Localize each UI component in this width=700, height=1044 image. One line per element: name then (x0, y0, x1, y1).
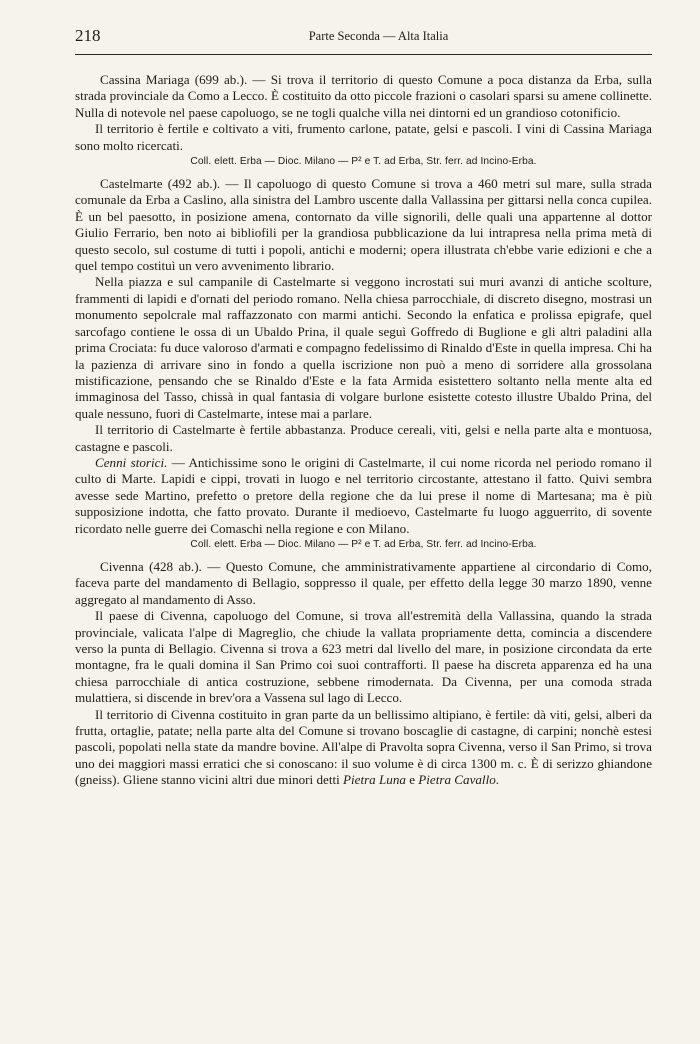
paragraph: Il paese di Civenna, capoluogo del Comune, si trova all'estremità della Vallassina, quando la strada provinciale, valicata l'alpe di Magreglio, che chiude la vallata propriamente detta, comincia a discendere verso la punta di Bellagio. Civenna si trova a 623 metri dal livello del mare, in posizione circondata da erte montagne, fra le quali domina il San Primo coi suoi contrafforti. Il paese ha discreta apparenza ed ha una chiesa parrocchiale di antica costruzione, sebbene rimodernata. Da Civenna, per una comoda strada mulattiera, si discende in brev'ora a Vassena sul lago di Lecco. (75, 608, 652, 706)
entry-title: Castelmarte (100, 176, 163, 192)
running-title: Parte Seconda — Alta Italia (308, 29, 449, 43)
paragraph-text: Il territorio di Civenna costituito in gran parte da un bellissimo altipiano, è fertile: dà viti, gelsi, alberi da frutta, ortaglie, patate; nella parte alta del Comune si trovano boscaglie di castagne, di carpini; nonchè estesi pascoli, popolati nella state da mandre bovine. All'alpe di Pravolta sopra Civenna, verso il San Primo, si trova uno dei maggiori massi erratici che si conoscano: il suo volume è di circa 1300 m. c. È di serizzo ghiandone (gneiss). Gliene stanno vicini altri due minori detti (75, 706, 652, 788)
paragraph-historical-notes (75, 455, 652, 537)
entry-cassina-mariaga (75, 72, 652, 121)
place-name: Pietra Cavallo (418, 772, 496, 788)
paragraph: Nella piazza e sul campanile di Castelmarte si veggono incrostati sui muri avanzi di antiche scolture, frammenti di lapidi e d'ornati del periodo romano. Nella chiesa parrocchiale, di discreto disegno, mostrasi un monumento sepolcrale mal raffazzonato con marmi antichi. Secondo la enfatica e prolissa epigrafe, quel sarcofago contiene le ossa di un Ubaldo Prina, il quale seguì Goffredo di Buglione e gli altri paladini alla prima Crociata: fu duce valoroso d'armati e compagno fedelissimo di Rinaldo d'Este in quella impresa. Chi ha la pazienza di arrivare sino in fondo a quella iscrizione non può a meno di sorridere alla grossolana mistificazione, pensando che se Rinaldo d'Este e la fata Armida esistettero soltanto nella mente alta ed immaginosa del Tasso, chissà in qual fantasia di volgare burlone esistette cotesto illustre Ubaldo Prina, del quale nessuno, fuori di Castelmarte, intese mai a parlare. (75, 274, 652, 421)
paragraph: Il territorio è fertile e coltivato a viti, frumento carlone, patate, gelsi e pascoli. I vini di Cassina Mariaga sono molto ricercati. (75, 121, 652, 153)
administrative-note: Coll. elett. Erba — Dioc. Milano — P² e T. ad Erba, Str. ferr. ad Incino-Erba. (190, 156, 537, 168)
period: . (495, 772, 500, 788)
entry-civenna (75, 559, 652, 608)
page-body (75, 72, 652, 789)
entry-text: (699 ab.). — Si trova il territorio di questo Comune a poca distanza da Erba, sulla strada provinciale da Como a Lecco. È costituito da otto piccole frazioni o casolari sparsi su amene collinette. Nulla di notevole nel paese capoluogo, se ne togli qualche villa nei dintorni ed un grandioso cotonificio. (75, 72, 652, 120)
section-label: Cenni storici. (95, 454, 168, 470)
page-header (75, 24, 652, 55)
conjunction: e (405, 772, 419, 788)
entry-text: (492 ab.). — Il capoluogo di questo Comune si trova a 460 metri sul mare, sulla strada comunale da Erba a Caslino, alla sinistra del Lambro uscente dalla Vallassina per gittarsi nella conca cupilea. È un bel paesotto, in posizione amena, contornato da ville signorili, delle quali una appartenne al dottor Giulio Ferrario, ben noto ai bibliofili per la grandiosa pubblicazione da lui intrapresa nella prima metà di questo secolo, sul costume di tutti i popoli, antichi e moderni; opera illustrata ch'ebbe varie edizioni e che a quel tempo costituì un vero avvenimento librario. (75, 176, 652, 274)
entry-text: (428 ab.). — Questo Comune, che amministrativamente appartiene al circondario di Como, faceva parte del mandamento di Bellagio, soppresso il quale, per effetto della legge 30 marzo 1890, venne aggregato al mandamento di Asso. (75, 558, 652, 607)
paragraph (75, 707, 652, 789)
entry-title: Civenna (100, 558, 144, 574)
place-name: Pietra Luna (343, 772, 406, 788)
page-number: 218 (75, 26, 101, 45)
entry-castelmarte (75, 176, 652, 274)
paragraph-text: — Antichissime sono le origini di Castelmarte, il cui nome ricorda nel periodo romano il culto di Marte. Lapidi e cippi, trovati in luogo e nel territorio circostante, attestano il fatto. Quivi sembra avesse sede Martino, prefetto o pretore della regione che da lui prese il nome di Martesana; ma è più supposizione indotta, che fatto provato. Durante il medioevo, Castelmarte fu luogo agguerrito, di sovente ricordato nelle guerre dei Comaschi nella regione e con Milano. (75, 454, 652, 536)
paragraph: Il territorio di Castelmarte è fertile abbastanza. Produce cereali, viti, gelsi e nella parte alta e montuosa, castagne e pascoli. (75, 422, 652, 454)
administrative-note: Coll. elett. Erba — Dioc. Milano — P² e T. ad Erba, Str. ferr. ad Incino-Erba. (190, 538, 537, 550)
entry-title: Cassina Mariaga (100, 72, 190, 87)
